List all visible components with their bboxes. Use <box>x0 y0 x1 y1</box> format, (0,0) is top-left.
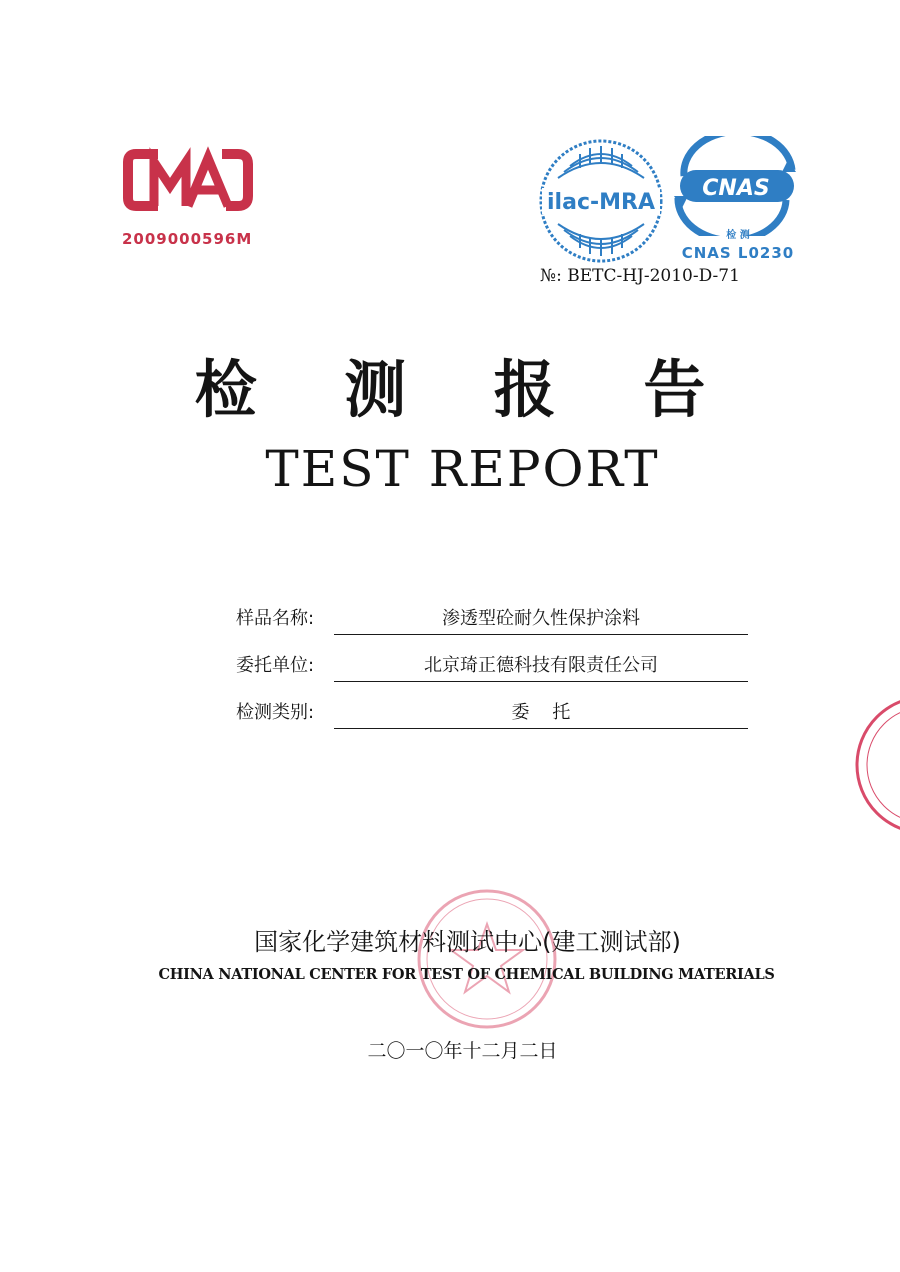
client-value: 北京琦正德科技有限责任公司 <box>334 651 748 682</box>
official-seal-edge <box>850 690 900 840</box>
page-title-en: TEST REPORT <box>265 440 660 498</box>
cnas-code: CNAS L0230 <box>681 244 795 262</box>
official-seal <box>412 884 562 1034</box>
test-category-label: 检测类别: <box>236 702 315 723</box>
cnas-logo <box>670 136 800 236</box>
title-char: 检 <box>194 353 257 426</box>
organization-name-en: CHINA NATIONAL CENTER FOR TEST OF CHEMICAL BUILDING MATERIALS <box>158 966 775 983</box>
svg-text:CNAS: CNAS <box>702 176 770 201</box>
test-category-value: 委 托 <box>334 698 748 729</box>
client-label: 委托单位: <box>236 655 315 676</box>
cma-logo <box>122 140 254 220</box>
svg-text:ilac-MRA: ilac-MRA <box>547 190 655 215</box>
cma-number: 2009000596M <box>122 230 253 248</box>
title-char: 告 <box>643 353 706 426</box>
report-date: 二〇一〇年十二月二日 <box>367 1040 558 1062</box>
sample-name-value: 渗透型砼耐久性保护涂料 <box>334 604 748 635</box>
page-title-cn <box>0 340 900 429</box>
ilac-mra-logo <box>538 138 664 264</box>
title-char: 测 <box>344 353 407 426</box>
cnas-testing-label: 检 测 <box>726 230 750 241</box>
organization-name-cn: 国家化学建筑材料测试中心(建工测试部) <box>254 928 681 956</box>
title-char: 报 <box>493 353 556 426</box>
report-number: №: BETC-HJ-2010-D-71 <box>540 266 740 286</box>
sample-name-label: 样品名称: <box>236 608 315 629</box>
